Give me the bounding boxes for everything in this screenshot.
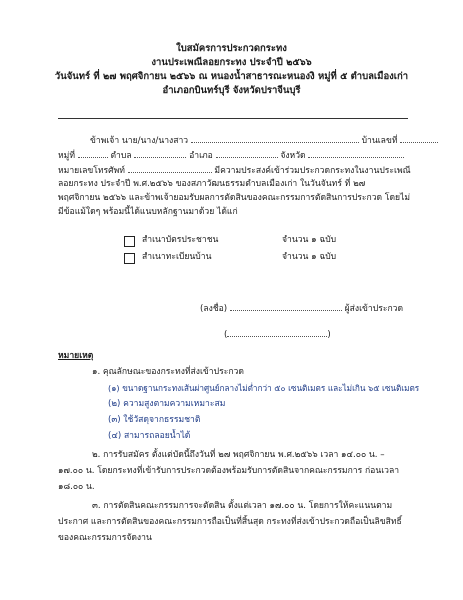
signature-role: ผู้ส่งเข้าประกวด [344, 304, 404, 314]
phone-field[interactable] [128, 163, 212, 173]
moo-field[interactable] [78, 148, 108, 158]
note-item-3-line1: ๓. การตัดสินคณะกรรมการจะตัดสิน ตั้งแต่เวลา ๑๗.๐๐ น. โดยการให้คะแนนตาม [92, 501, 393, 511]
moo-label: หมู่ที่ [58, 151, 75, 161]
printed-name-row: ( ) [224, 327, 331, 342]
name-field[interactable] [191, 133, 359, 143]
name-row [90, 133, 438, 148]
note-item-2-line1: ๒. การรับสมัคร ตั้งแต่บัดนี้ถึงวันที่ ๒๗ พฤศจิกายน พ.ศ.๒๕๖๖ เวลา ๑๔.๐๐ น. – [92, 450, 385, 460]
event-district: อำเภอกบินทร์บุรี จังหวัดปราจีนบุรี [162, 85, 301, 96]
address-row [58, 148, 404, 163]
body-line-2: ลอยกระทง ประจำปี พ.ศ.๒๕๖๖ ของสภาวัฒนธรรมตำบลเมืองเก่า ในวันจันทร์ ที่ ๒๗ [58, 179, 366, 189]
note-sub-2: (๒) ความสูงตามความเหมาะสม [108, 399, 226, 409]
note-item-3-line2: ประกาศ และการตัดสินของคณะกรรมการถือเป็นที่สิ้นสุด กระทงที่ส่งเข้าประกวดถือเป็นลิขสิทธิ์ [58, 517, 402, 527]
signature-label: (ลงชื่อ) [200, 304, 228, 314]
house-no-label: บ้านเลขที่ [361, 136, 398, 146]
event-date-place: วันจันทร์ ที่ ๒๗ พฤศจิกายน ๒๕๖๖ ณ หนองน้ำสาธารณะหนองงิ หมู่ที่ ๕ ตำบลเมืองเก่า [54, 71, 409, 82]
intent-text: มีความประสงค์เข้าร่วมประกวดกระทงในงานประเพณี [214, 166, 411, 176]
note-item-2-line3: ๑๘.๐๐ น. [58, 482, 95, 492]
province-field[interactable] [308, 148, 404, 158]
note-item-1: ๑. คุณลักษณะของกระทงที่ส่งเข้าประกวด [92, 367, 244, 377]
id-card-qty: จำนวน ๑ ฉบับ [282, 235, 337, 245]
amphoe-label: อำเภอ [189, 151, 213, 161]
signature-row [200, 301, 403, 316]
header-divider [58, 118, 408, 119]
form-title: ใบสมัครการประกวดกระทง [176, 43, 287, 54]
note-sub-1: (๑) ขนาดฐานกระทงเส้นผ่าศูนย์กลางไม่ต่ำกว่า ๕๐ เซนติเมตร และไม่เกิน ๖๕ เซนติเมตร [108, 383, 420, 393]
body-line-4: มีข้อแม้ใดๆ พร้อมนี้ได้แนบหลักฐานมาด้วย ได้แก่ [58, 207, 238, 217]
amphoe-field[interactable] [216, 148, 278, 158]
body-line-3: พฤศจิกายน ๒๕๖๖ และข้าพเจ้ายอมรับผลการตัดสินของคณะกรรมการตัดสินการประกวด โดยไม่ [58, 193, 411, 203]
tambon-field[interactable] [134, 148, 186, 158]
id-card-checkbox[interactable] [124, 236, 135, 247]
form-subtitle: งานประเพณีลอยกระทง ประจำปี ๒๕๖๖ [151, 57, 312, 68]
id-card-label: สำเนาบัตรประชาชน [142, 235, 219, 245]
house-registration-qty: จำนวน ๑ ฉบับ [282, 252, 337, 262]
phone-row [58, 163, 411, 178]
province-label: จังหวัด [280, 151, 306, 161]
printed-name-field[interactable] [227, 327, 327, 337]
phone-label: หมายเลขโทรศัพท์ [58, 166, 125, 176]
note-sub-3: (๓) ใช้วัสดุจากธรรมชาติ [108, 415, 201, 425]
note-item-3-line3: ของคณะกรรมการจัดงาน [58, 533, 152, 543]
tambon-label: ตำบล [110, 151, 132, 161]
name-label: ข้าพเจ้า นาย/นาง/นางสาว [90, 136, 189, 146]
note-item-2-line2: ๑๗.๐๐ น. โดยกระทงที่เข้ารับการประกวดต้องพร้อมรับการตัดสินจากคณะกรรมการ ก่อนเวลา [58, 466, 400, 476]
house-registration-checkbox[interactable] [124, 253, 135, 264]
house-no-field[interactable] [400, 133, 438, 143]
signature-field[interactable] [230, 301, 342, 311]
note-sub-4: (๔) สามารถลอยน้ำได้ [108, 431, 191, 441]
house-registration-label: สำเนาทะเบียนบ้าน [142, 252, 212, 262]
notes-heading: หมายเหตุ [58, 351, 94, 361]
